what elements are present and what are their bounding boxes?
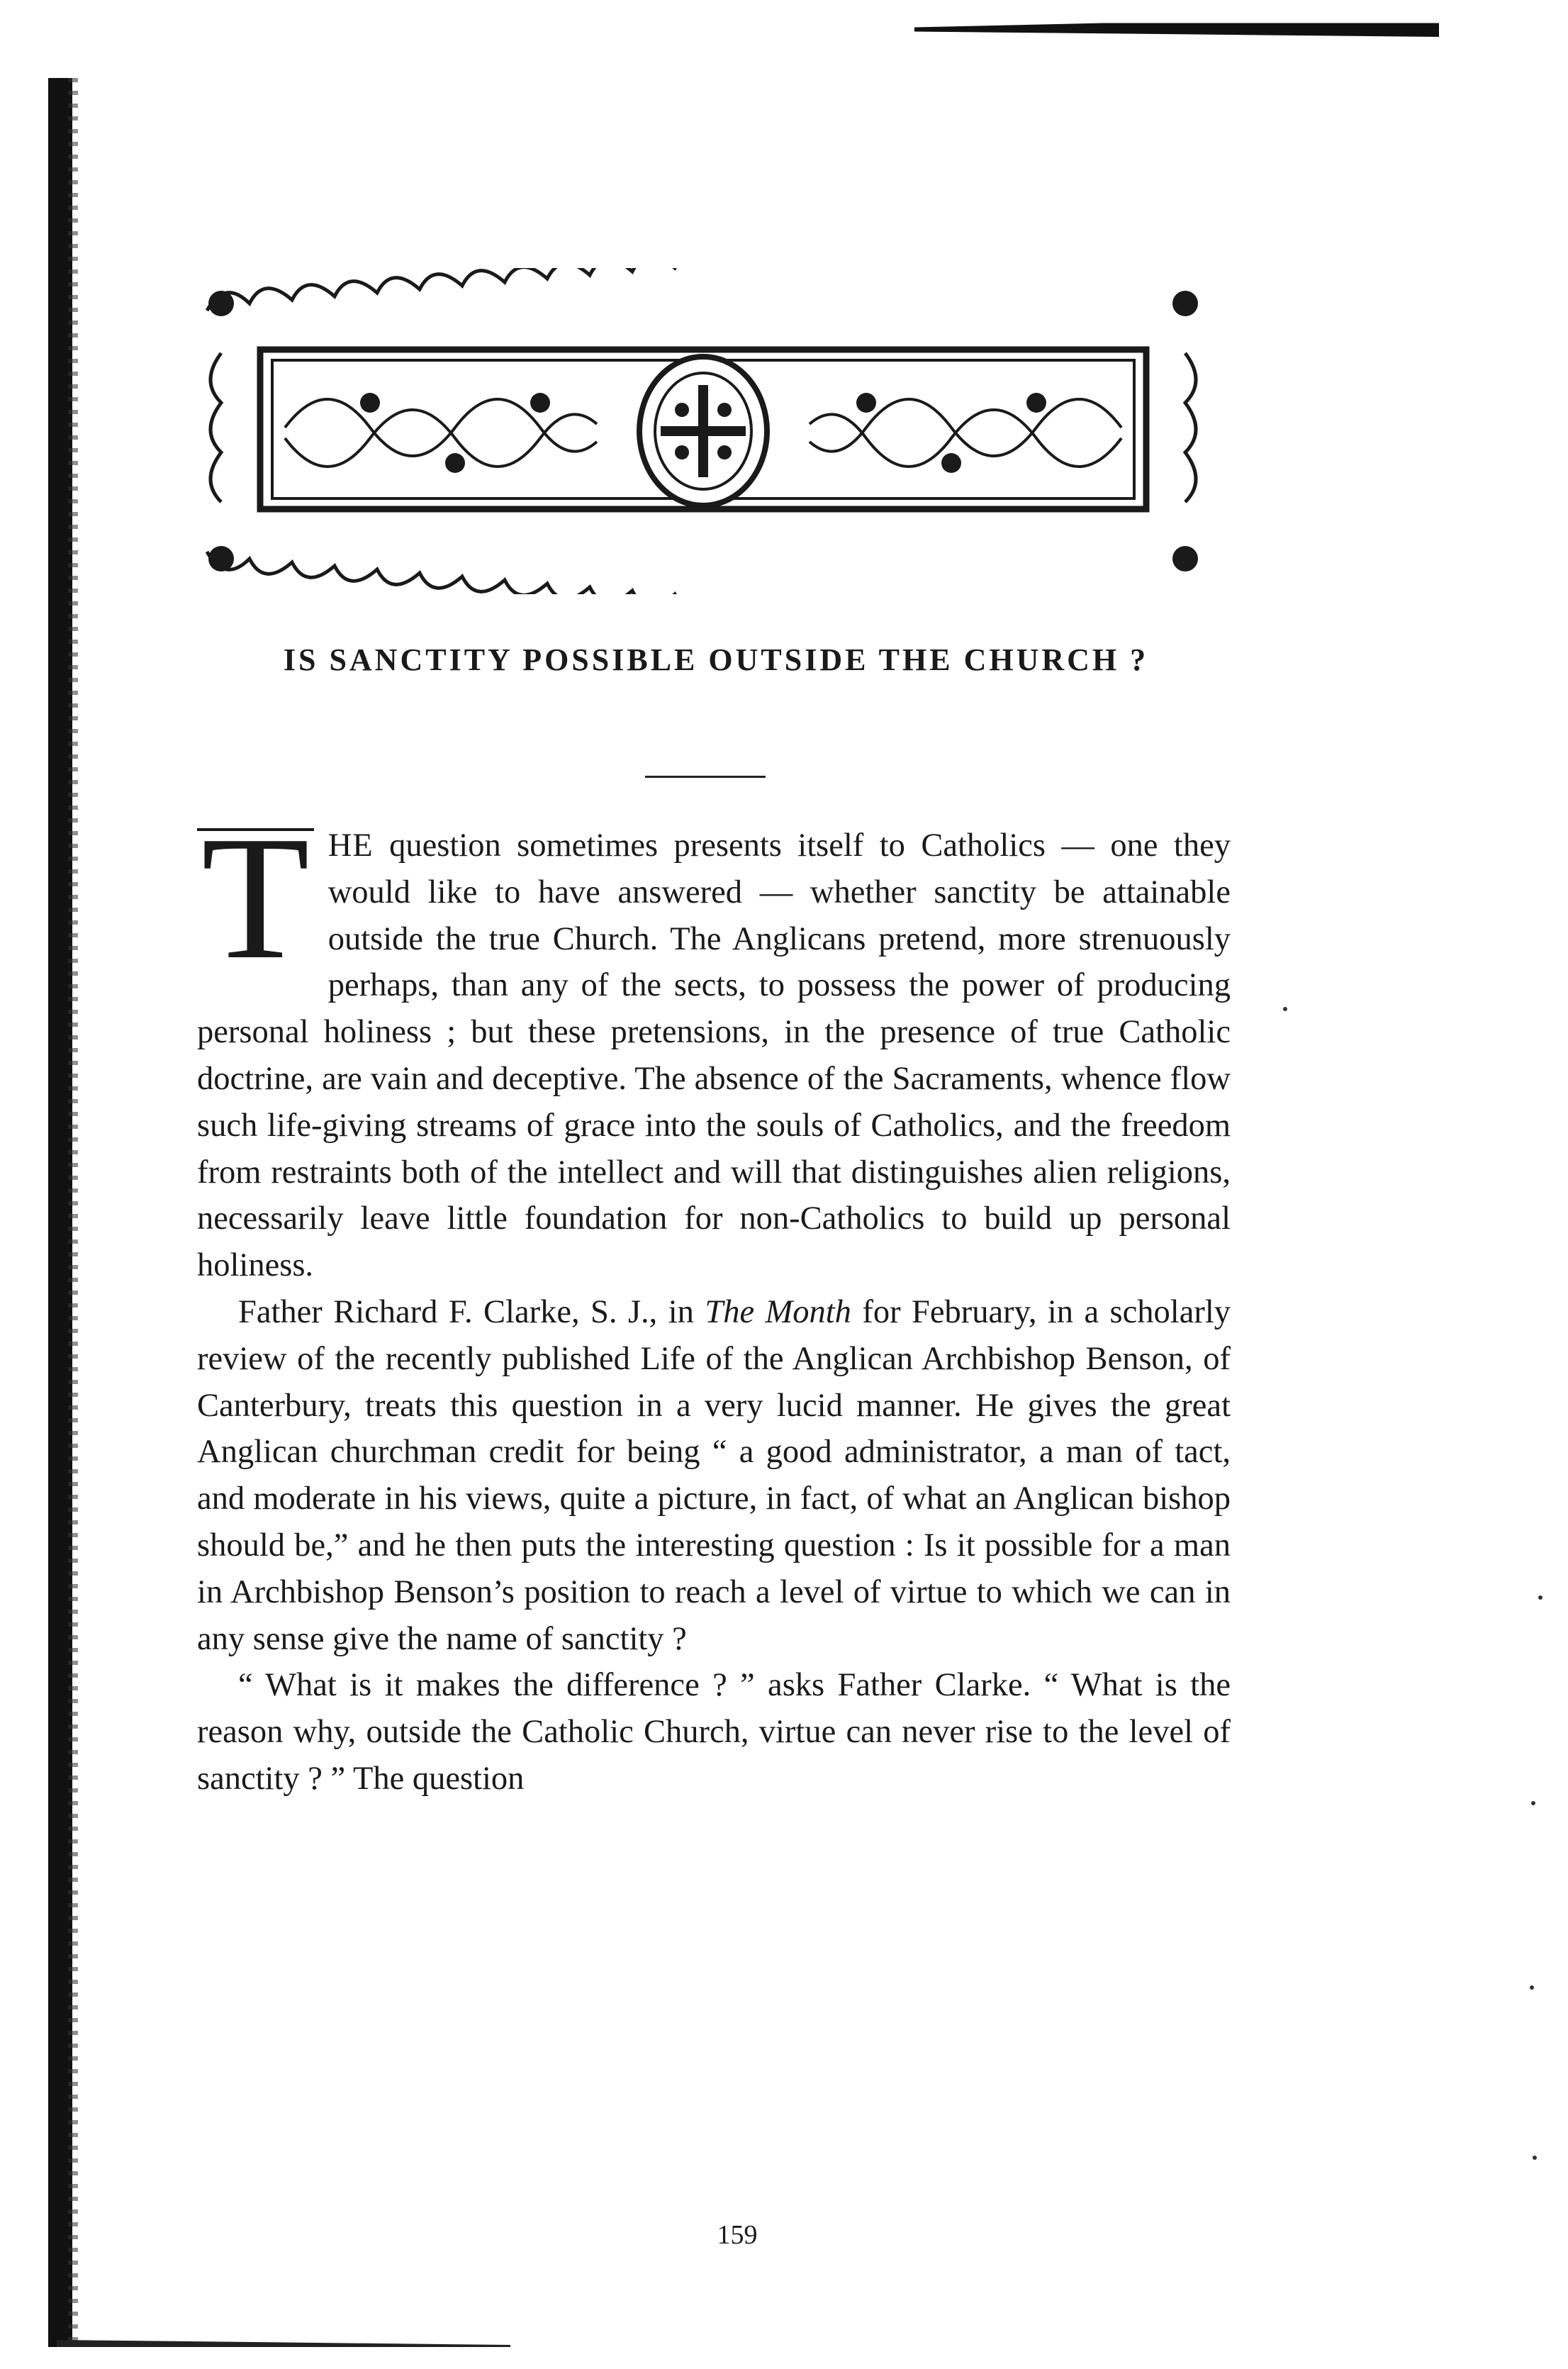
top-scan-rule xyxy=(914,16,1439,37)
margin-speck xyxy=(1538,1595,1542,1600)
paragraph-2-text: for February, in a scholarly review of the recently published Life of the Anglican Archbishop Benson, of Canterbury, treats this question in a very lucid manner. He gives the great Anglican churchman credit for being “ a good administrator, a man of tact, and moderate in his views, quite a picture, in fact, of what an Anglican bishop should be,” and he then puts the interesting question : Is it possible for a man in Archbishop Benson’s position to reach a level of virtue to which we can in any sense give the name of sanctity ? xyxy=(197,1293,1231,1657)
drop-cap: T xyxy=(197,828,314,973)
margin-speck xyxy=(1283,1007,1287,1011)
margin-speck xyxy=(1531,1801,1535,1805)
article-body xyxy=(197,800,1231,1802)
margin-speck xyxy=(1533,2156,1537,2160)
paragraph-3: “ What is it makes the difference ? ” asks Father Clarke. “ What is the reason why, outside the Catholic Church, virtue can never rise to the level of sanctity ? ” The question xyxy=(197,1667,1231,1797)
article-title: IS SANCTITY POSSIBLE OUTSIDE THE CHURCH ? xyxy=(283,642,1149,677)
paragraph-1 xyxy=(197,800,1231,1289)
paragraph-1-text: question sometimes presents itself to Catholics — one they would like to have answered — whether sanctity be attainable outside the true Church. The Anglicans pretend, more strenuously perhaps, than any of the sects, to possess the power of producing personal holiness ; but these pretensions, in the presence of true Catholic doctrine, are vain and deceptive. The absence of the Sacraments, whence flow such life-giving streams of grace into the souls of Catholics, and the freedom from restraints both of the intellect and will that distinguishes alien religions, necessarily leave little foundation for non-Catholics to build up personal holiness. xyxy=(197,827,1231,1284)
first-word-rest: HE xyxy=(327,827,374,864)
periodical-title: The Month xyxy=(705,1293,851,1330)
headpiece-ornament xyxy=(193,268,1214,594)
bottom-scan-rule xyxy=(57,2340,510,2347)
paragraph-2-lead: Father Richard F. Clarke, S. J., in xyxy=(238,1293,705,1330)
margin-speck xyxy=(1530,1985,1534,1990)
paragraph-2 xyxy=(197,1289,1231,1662)
binding-gutter-shadow xyxy=(48,78,72,2347)
page-number: 159 xyxy=(717,2220,758,2250)
title-divider xyxy=(645,776,766,778)
